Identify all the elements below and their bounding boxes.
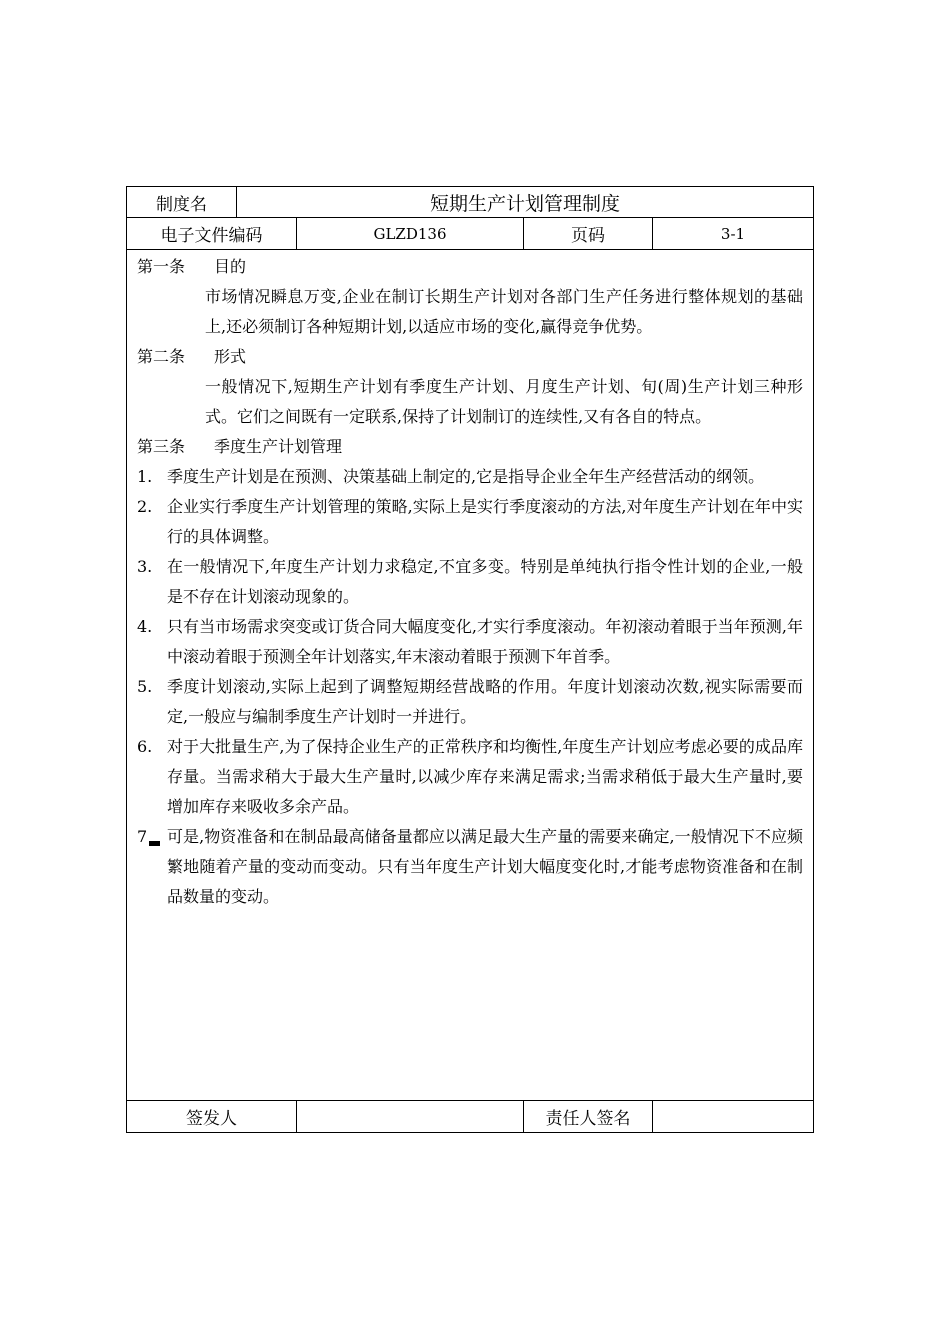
document-table bbox=[126, 186, 814, 1133]
issuer-field[interactable] bbox=[297, 1101, 524, 1132]
item-number: 7 bbox=[137, 827, 148, 846]
list-item bbox=[137, 672, 803, 732]
file-code-row bbox=[127, 218, 813, 250]
text-cursor-mark bbox=[149, 841, 160, 846]
item-number: 4. bbox=[137, 617, 153, 636]
item-text: 对于大批量生产,为了保持企业生产的正常秩序和均衡性,年度生产计划应考虑必要的成品库存量。当需求稍大于最大生产量时,以减少库存来满足需求;当需求稍低于最大生产量时,要增加库存来吸收多余产品。 bbox=[167, 737, 803, 816]
doc-name-label: 制度名 bbox=[127, 187, 237, 217]
page-label: 页码 bbox=[524, 218, 653, 249]
article-number: 第二条 bbox=[137, 347, 186, 366]
article-3 bbox=[137, 432, 803, 462]
item-number: 5. bbox=[137, 677, 153, 696]
list-item bbox=[137, 732, 803, 822]
article-2 bbox=[137, 342, 803, 432]
document-body bbox=[127, 250, 813, 1101]
item-text: 在一般情况下,年度生产计划力求稳定,不宜多变。特别是单纯执行指令性计划的企业,一般是不存在计划滚动现象的。 bbox=[167, 557, 803, 606]
article-1 bbox=[137, 252, 803, 342]
item-number: 1. bbox=[137, 467, 153, 486]
file-code-label: 电子文件编码 bbox=[127, 218, 297, 249]
item-number: 3. bbox=[137, 557, 153, 576]
item-text: 季度计划滚动,实际上起到了调整短期经营战略的作用。年度计划滚动次数,视实际需要而定,一般应与编制季度生产计划时一并进行。 bbox=[167, 677, 803, 726]
responsible-label: 责任人签名 bbox=[524, 1101, 653, 1132]
signature-row bbox=[127, 1101, 813, 1132]
item-text: 可是,物资准备和在制品最高储备量都应以满足最大生产量的需要来确定,一般情况下不应频繁地随着产量的变动而变动。只有当年度生产计划大幅度变化时,才能考虑物资准备和在制品数量的变动。 bbox=[167, 827, 803, 906]
list-item bbox=[137, 552, 803, 612]
article-heading: 季度生产计划管理 bbox=[214, 437, 343, 456]
issuer-label: 签发人 bbox=[127, 1101, 297, 1132]
list-item bbox=[137, 822, 803, 912]
article-heading: 形式 bbox=[214, 347, 247, 366]
responsible-signature-field[interactable] bbox=[653, 1101, 813, 1132]
doc-title: 短期生产计划管理制度 bbox=[429, 192, 620, 215]
item-number: 2. bbox=[137, 497, 153, 516]
item-text: 季度生产计划是在预测、决策基础上制定的,它是指导企业全年生产经营活动的纲领。 bbox=[167, 467, 765, 486]
page-number: 3-1 bbox=[720, 224, 746, 243]
article-heading: 目的 bbox=[214, 257, 247, 276]
list-item bbox=[137, 612, 803, 672]
article-text: 市场情况瞬息万变,企业在制订长期生产计划对各部门生产任务进行整体规划的基础上,还必须制订各种短期计划,以适应市场的变化,赢得竞争优势。 bbox=[205, 287, 803, 336]
item-text: 只有当市场需求突变或订货合同大幅度变化,才实行季度滚动。年初滚动着眼于当年预测,年中滚动着眼于预测全年计划落实,年末滚动着眼于预测下年首季。 bbox=[167, 617, 803, 666]
list-item bbox=[137, 492, 803, 552]
article-text: 一般情况下,短期生产计划有季度生产计划、月度生产计划、旬(周)生产计划三种形式。它们之间既有一定联系,保持了计划制订的连续性,又有各自的特点。 bbox=[205, 377, 803, 426]
item-number: 6. bbox=[137, 737, 153, 756]
list-item bbox=[137, 462, 803, 492]
file-code-value: GLZD136 bbox=[297, 218, 524, 249]
article-number: 第一条 bbox=[137, 257, 186, 276]
title-row bbox=[127, 187, 813, 218]
item-text: 企业实行季度生产计划管理的策略,实际上是实行季度滚动的方法,对年度生产计划在年中实行的具体调整。 bbox=[167, 497, 803, 546]
article-number: 第三条 bbox=[137, 437, 186, 456]
